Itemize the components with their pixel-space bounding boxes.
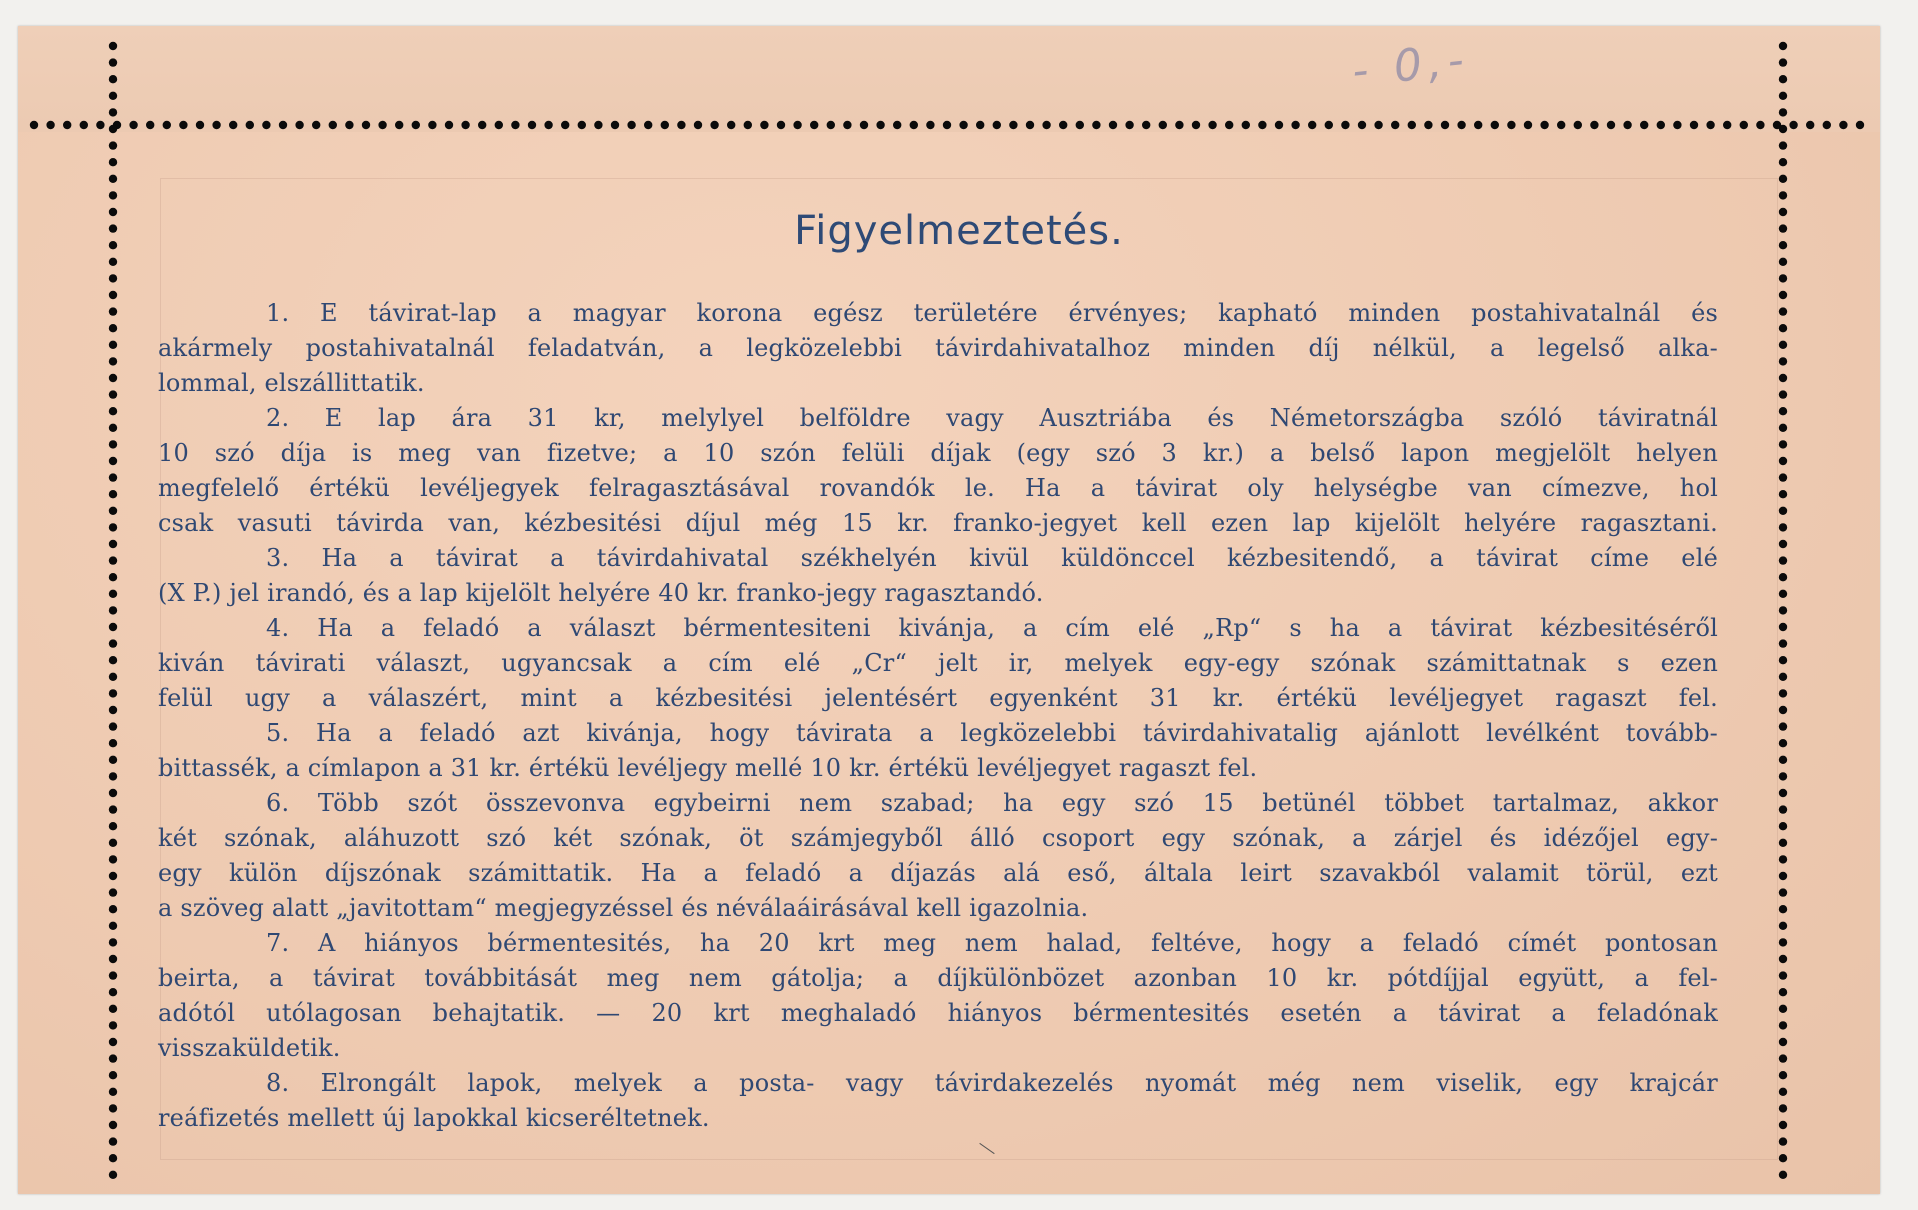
notice-line: egy külön díjszónak számittatik. Ha a feladó a díjazás alá eső, általa leirt szavakból valamit törül, ezt xyxy=(158,859,1718,887)
notice-line: csak vasuti távirda van, kézbesitési díjul még 15 kr. franko-jegyet kell ezen lap kijelölt helyére ragasztani. xyxy=(158,509,1718,537)
notice-line: 7. A hiányos bérmentesités, ha 20 krt meg nem halad, feltéve, hogy a feladó címét pontosan xyxy=(266,929,1718,957)
notice-line: 1. E távirat-lap a magyar korona egész területére érvényes; kapható minden postahivatalnál és xyxy=(266,299,1718,327)
notice-line: lommal, elszállittatik. xyxy=(158,369,425,397)
notice-line: a szöveg alatt „javitottam“ megjegyzéssel és néválaáirásával kell igazolnia. xyxy=(158,894,1089,922)
notice-line: megfelelő értékü levéljegyek felragasztásával rovandók le. Ha a távirat oly helységbe van címezve, hol xyxy=(158,474,1718,502)
notice-line: 8. Elrongált lapok, melyek a posta- vagy távirdakezelés nyomát még nem viselik, egy krajcár xyxy=(266,1069,1718,1097)
notice-line: reáfizetés mellett új lapokkal kicseréltetnek. xyxy=(158,1104,710,1132)
notice-line: 5. Ha a feladó azt kivánja, hogy távirata a legközelebbi távirdahivatalig ajánlott levélként tovább- xyxy=(266,719,1718,747)
notice-line: bittassék, a címlapon a 31 kr. értékü levéljegy mellé 10 kr. értékü levéljegyet ragaszt fel. xyxy=(158,754,1258,782)
notice-line: akármely postahivatalnál feladatván, a legközelebbi távirdahivatalhoz minden díj nélkül, a legelső alka- xyxy=(158,334,1718,362)
card-top-flap xyxy=(18,26,1880,132)
notice-line: felül ugy a válaszért, mint a kézbesitési jelentésért egyenként 31 kr. értékü levéljegyet ragaszt fel. xyxy=(158,684,1718,712)
notice-line: visszaküldetik. xyxy=(158,1034,341,1062)
notice-line: 4. Ha a feladó a választ bérmentesiteni kivánja, a cím elé „Rp“ s ha a távirat kézbesitéséről xyxy=(266,614,1718,642)
notice-line: (X P.) jel irandó, és a lap kijelölt helyére 40 kr. franko-jegy ragasztandó. xyxy=(158,579,1044,607)
pencil-annotation: - 0,- xyxy=(1349,33,1473,98)
notice-text xyxy=(158,296,1718,1136)
notice-line: kiván távirati választ, ugyancsak a cím elé „Cr“ jelt ir, melyek egy-egy szónak számittatnak s ezen xyxy=(158,649,1718,677)
notice-line: 6. Több szót összevonva egybeirni nem szabad; ha egy szó 15 betünél többet tartalmaz, akkor xyxy=(266,789,1718,817)
notice-line: 2. E lap ára 31 kr, melylyel belföldre vagy Ausztriába és Németországba szóló táviratnál xyxy=(266,404,1718,432)
notice-line: adótól utólagosan behajtatik. — 20 krt meghaladó hiányos bérmentesités esetén a távirat a feladónak xyxy=(158,999,1718,1027)
notice-line: beirta, a távirat továbbitását meg nem gátolja; a díjkülönbözet azonban 10 kr. pótdíjjal együtt, a fel- xyxy=(158,964,1718,992)
perforation-top xyxy=(28,118,1870,132)
notice-line: 10 szó díja is meg van fizetve; a 10 szón felüli díjak (egy szó 3 kr.) a belső lapon megjelölt helyen xyxy=(158,439,1718,467)
notice-title: Figyelmeztetés. xyxy=(794,208,1124,254)
notice-line: két szónak, aláhuzott szó két szónak, öt számjegyből álló csoport egy szónak, a zárjel és idézőjel egy- xyxy=(158,824,1718,852)
notice-line: 3. Ha a távirat a távirdahivatal székhelyén kivül küldönccel kézbesitendő, a távirat címe elé xyxy=(266,544,1718,572)
